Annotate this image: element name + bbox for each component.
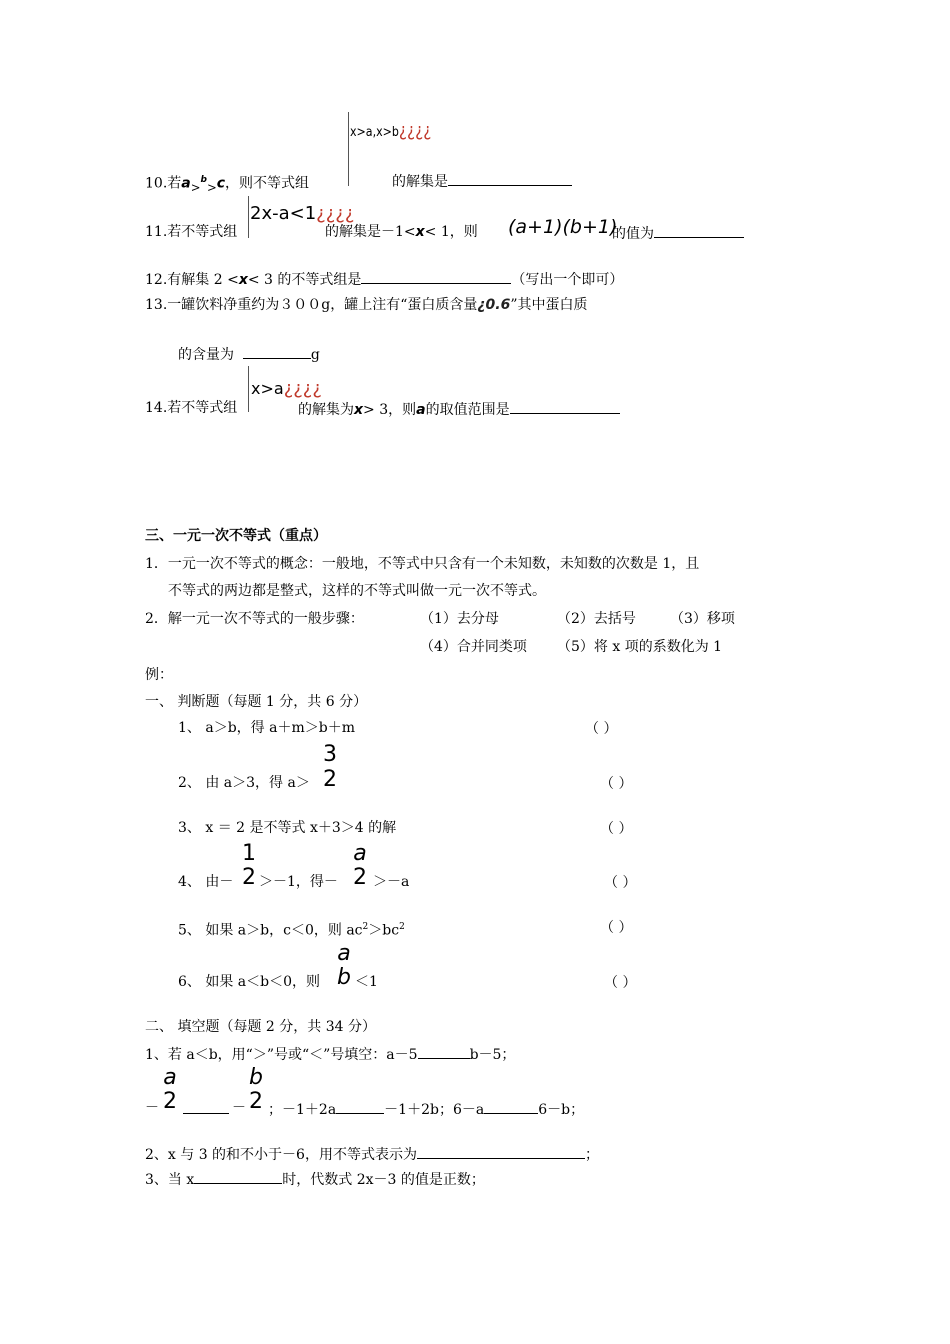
- q14-brace: [248, 366, 249, 412]
- q12-line: [145, 268, 623, 290]
- judge-paren-6[interactable]: （ ）: [604, 975, 637, 991]
- q11-var-x: x: [415, 224, 425, 240]
- fill-3-text-b: 时，代数式 2x－3 的值是正数；: [282, 1172, 485, 1188]
- q10-var-b: b: [200, 175, 207, 185]
- judge-item-5b: ＞bc: [368, 922, 400, 939]
- q14-prefix: 14.若不等式组: [145, 400, 238, 416]
- q14-answer-blank[interactable]: [510, 398, 620, 414]
- fill-1-line2: [268, 1098, 584, 1120]
- section3-p1b: 不等式的两边都是整式，这样的不等式叫做一元一次不等式。: [168, 583, 546, 599]
- judge-item-6a: 6、 如果 a＜b＜0，则: [178, 974, 321, 990]
- fill-1-blank-b[interactable]: [183, 1098, 229, 1114]
- q10-squiggle: ¿¿¿¿: [398, 120, 432, 141]
- fill-frac-b: [245, 1066, 267, 1114]
- q10-system-text: x>a,x>b: [350, 125, 399, 140]
- q10-tail: [392, 170, 572, 192]
- fill-1-text-c: ；－1＋2a: [268, 1102, 337, 1118]
- q11-prefix: 11.若不等式组: [145, 224, 238, 240]
- judge-paren-4[interactable]: （ ）: [604, 875, 637, 891]
- q11-line-b: [325, 222, 478, 242]
- q10-system: [350, 120, 431, 141]
- q14-var-x: x: [354, 402, 364, 418]
- fill-1-blank-d[interactable]: [484, 1098, 538, 1114]
- example-label: 例：: [145, 667, 173, 683]
- section3-title: 三、一元一次不等式（重点）: [145, 528, 327, 544]
- fill-item-1: [145, 1043, 515, 1065]
- q11-system: [250, 203, 354, 224]
- q10-line: [145, 170, 309, 197]
- judge-item-4a: 4、 由－: [178, 874, 234, 890]
- q13-text: 13.一罐饮料净重约为３００g，罐上注有“蛋白质含量: [145, 297, 478, 313]
- q11-answer-blank[interactable]: [654, 222, 744, 238]
- fill-item-3: [145, 1168, 485, 1190]
- q14-system-text: x>a: [251, 379, 284, 398]
- fill-1-text-e: 6－b；: [538, 1102, 585, 1118]
- q11-tail: [612, 222, 744, 244]
- q11-line: [145, 222, 237, 242]
- q12-suffix: （写出一个即可）: [511, 272, 624, 288]
- q10-brace: [348, 112, 349, 186]
- q11-system-text: 2x-a<1: [250, 203, 317, 224]
- section3-p2a: 2．解一元一次不等式的一般步骤：: [145, 611, 364, 627]
- q10-gt2: >: [206, 180, 217, 195]
- q13-text-end: ”其中蛋白质: [510, 297, 588, 313]
- judge-item-5a: 5、 如果 a＞b，c＜0，则 ac: [178, 922, 363, 939]
- judge-item-6b: ＜1: [355, 974, 378, 990]
- judge-item-1: 1、 a＞b，得 a＋m＞b＋m: [178, 720, 355, 736]
- fill-2-blank[interactable]: [417, 1143, 585, 1159]
- judge-title: 一、 判断题（每题 1 分，共 6 分）: [145, 694, 368, 710]
- q14-system: [251, 378, 322, 399]
- section3-step3: （3）移项: [670, 611, 735, 627]
- fill-1-text: 1、若 a＜b，用“＞”号或“＜”号填空：a－5: [145, 1047, 418, 1063]
- judge-item-5: [178, 917, 405, 941]
- frac-numerator: 1: [242, 841, 256, 866]
- fill-item-2: [145, 1143, 599, 1165]
- judge-paren-1[interactable]: （ ）: [585, 721, 618, 737]
- q10-middle: ，则不等式组: [225, 175, 310, 192]
- q10-suffix: 的解集是: [392, 174, 448, 190]
- q11-expr: [508, 214, 617, 240]
- section3-step5: （5）将 x 项的系数化为 1: [557, 639, 723, 655]
- section3-step2: （2）去括号: [557, 611, 636, 627]
- frac-denominator: 2: [242, 865, 256, 890]
- q13-line2-text: 的含量为: [178, 347, 234, 363]
- q14-line-b: [298, 398, 620, 420]
- section3-step4: （4）合并同类项: [420, 639, 527, 655]
- q14-middle2: > 3，则: [363, 402, 417, 418]
- fill-1-blank-c[interactable]: [336, 1098, 384, 1114]
- q13-unit: g: [310, 347, 320, 363]
- fill-3-blank[interactable]: [194, 1168, 282, 1184]
- fill-title: 二、 填空题（每题 2 分，共 34 分）: [145, 1019, 376, 1035]
- fill-1-text-b: b－5；: [469, 1047, 516, 1063]
- q10-answer-blank[interactable]: [448, 170, 572, 186]
- frac-numerator: a: [163, 1065, 177, 1090]
- fill-2-text-b: ；: [584, 1147, 599, 1163]
- q12-var-x: x: [238, 272, 248, 288]
- q11-middle2: < 1，则: [424, 224, 478, 240]
- fill-1-blank-a[interactable]: [418, 1043, 470, 1059]
- judge-paren-3[interactable]: （ ）: [600, 821, 633, 837]
- q12-prefix: 12.有解集 2 <: [145, 272, 239, 288]
- judge-frac-4a: [238, 842, 260, 890]
- q14-middle: 的解集为: [298, 402, 354, 418]
- frac-denominator: 2: [323, 767, 337, 792]
- q13-line1: [145, 295, 587, 315]
- section3-p1a: 1．一元一次不等式的概念：一般地，不等式中只含有一个未知数，未知数的次数是 1，且: [145, 556, 700, 572]
- q12-middle: < 3 的不等式组是: [247, 272, 362, 288]
- q11-brace: [248, 196, 249, 238]
- q11-suffix: 的值为: [612, 226, 654, 242]
- superscript: 2: [399, 922, 405, 932]
- q10-var-c: c: [216, 175, 226, 192]
- q10-gt1: >: [190, 180, 201, 195]
- judge-item-4b: ＞－1，得－: [259, 874, 338, 890]
- q11-middle: 的解集是－1<: [325, 224, 416, 240]
- q10-prefix: 10.若: [145, 175, 182, 192]
- q14-var-a: a: [416, 402, 426, 418]
- frac-numerator: a: [337, 941, 351, 966]
- frac-numerator: b: [249, 1065, 263, 1090]
- judge-frac-4b: [349, 842, 371, 890]
- frac-denominator: b: [337, 965, 351, 990]
- q14-squiggle: ¿¿¿¿: [283, 378, 322, 399]
- section3-step1: （1）去分母: [420, 611, 499, 627]
- q12-answer-blank[interactable]: [361, 268, 511, 284]
- q10-var-a: a: [181, 175, 191, 192]
- judge-item-4c: ＞－a: [373, 874, 410, 890]
- fill-frac-a: [159, 1066, 181, 1114]
- frac-denominator: 2: [163, 1089, 177, 1114]
- fill-1-minus-a: －: [145, 1100, 159, 1116]
- judge-paren-2[interactable]: （ ）: [600, 776, 633, 792]
- q11-squiggle: ¿¿¿¿: [316, 203, 355, 224]
- judge-frac-6: [333, 942, 355, 990]
- frac-numerator: a: [353, 841, 367, 866]
- fill-2-text: 2、x 与 3 的和不小于－6，用不等式表示为: [145, 1147, 417, 1163]
- superscript: 2: [362, 922, 369, 932]
- frac-denominator: 2: [353, 865, 367, 890]
- fill-1-blank-b-wrap: [183, 1098, 229, 1120]
- frac-numerator: 3: [323, 742, 337, 767]
- q11-expr-text: (a+1)(b+1): [508, 216, 618, 238]
- fill-1-text-d: －1＋2b；6－a: [384, 1102, 485, 1118]
- judge-item-2: 2、 由 a＞3，得 a＞: [178, 775, 310, 791]
- q13-value: ¿0.6: [477, 297, 511, 313]
- q14-line: [145, 398, 237, 418]
- fill-3-text: 3、当 x: [145, 1172, 195, 1188]
- q13-answer-blank[interactable]: [243, 343, 311, 359]
- q13-line2: [178, 343, 320, 365]
- judge-item-3: 3、 x ＝ 2 是不等式 x＋3＞4 的解: [178, 820, 397, 836]
- judge-frac-2: [319, 743, 341, 792]
- q14-suffix: 的取值范围是: [425, 402, 510, 418]
- frac-denominator: 2: [249, 1089, 263, 1114]
- fill-1-minus-b: －: [232, 1100, 246, 1116]
- judge-paren-5[interactable]: （ ）: [600, 920, 633, 936]
